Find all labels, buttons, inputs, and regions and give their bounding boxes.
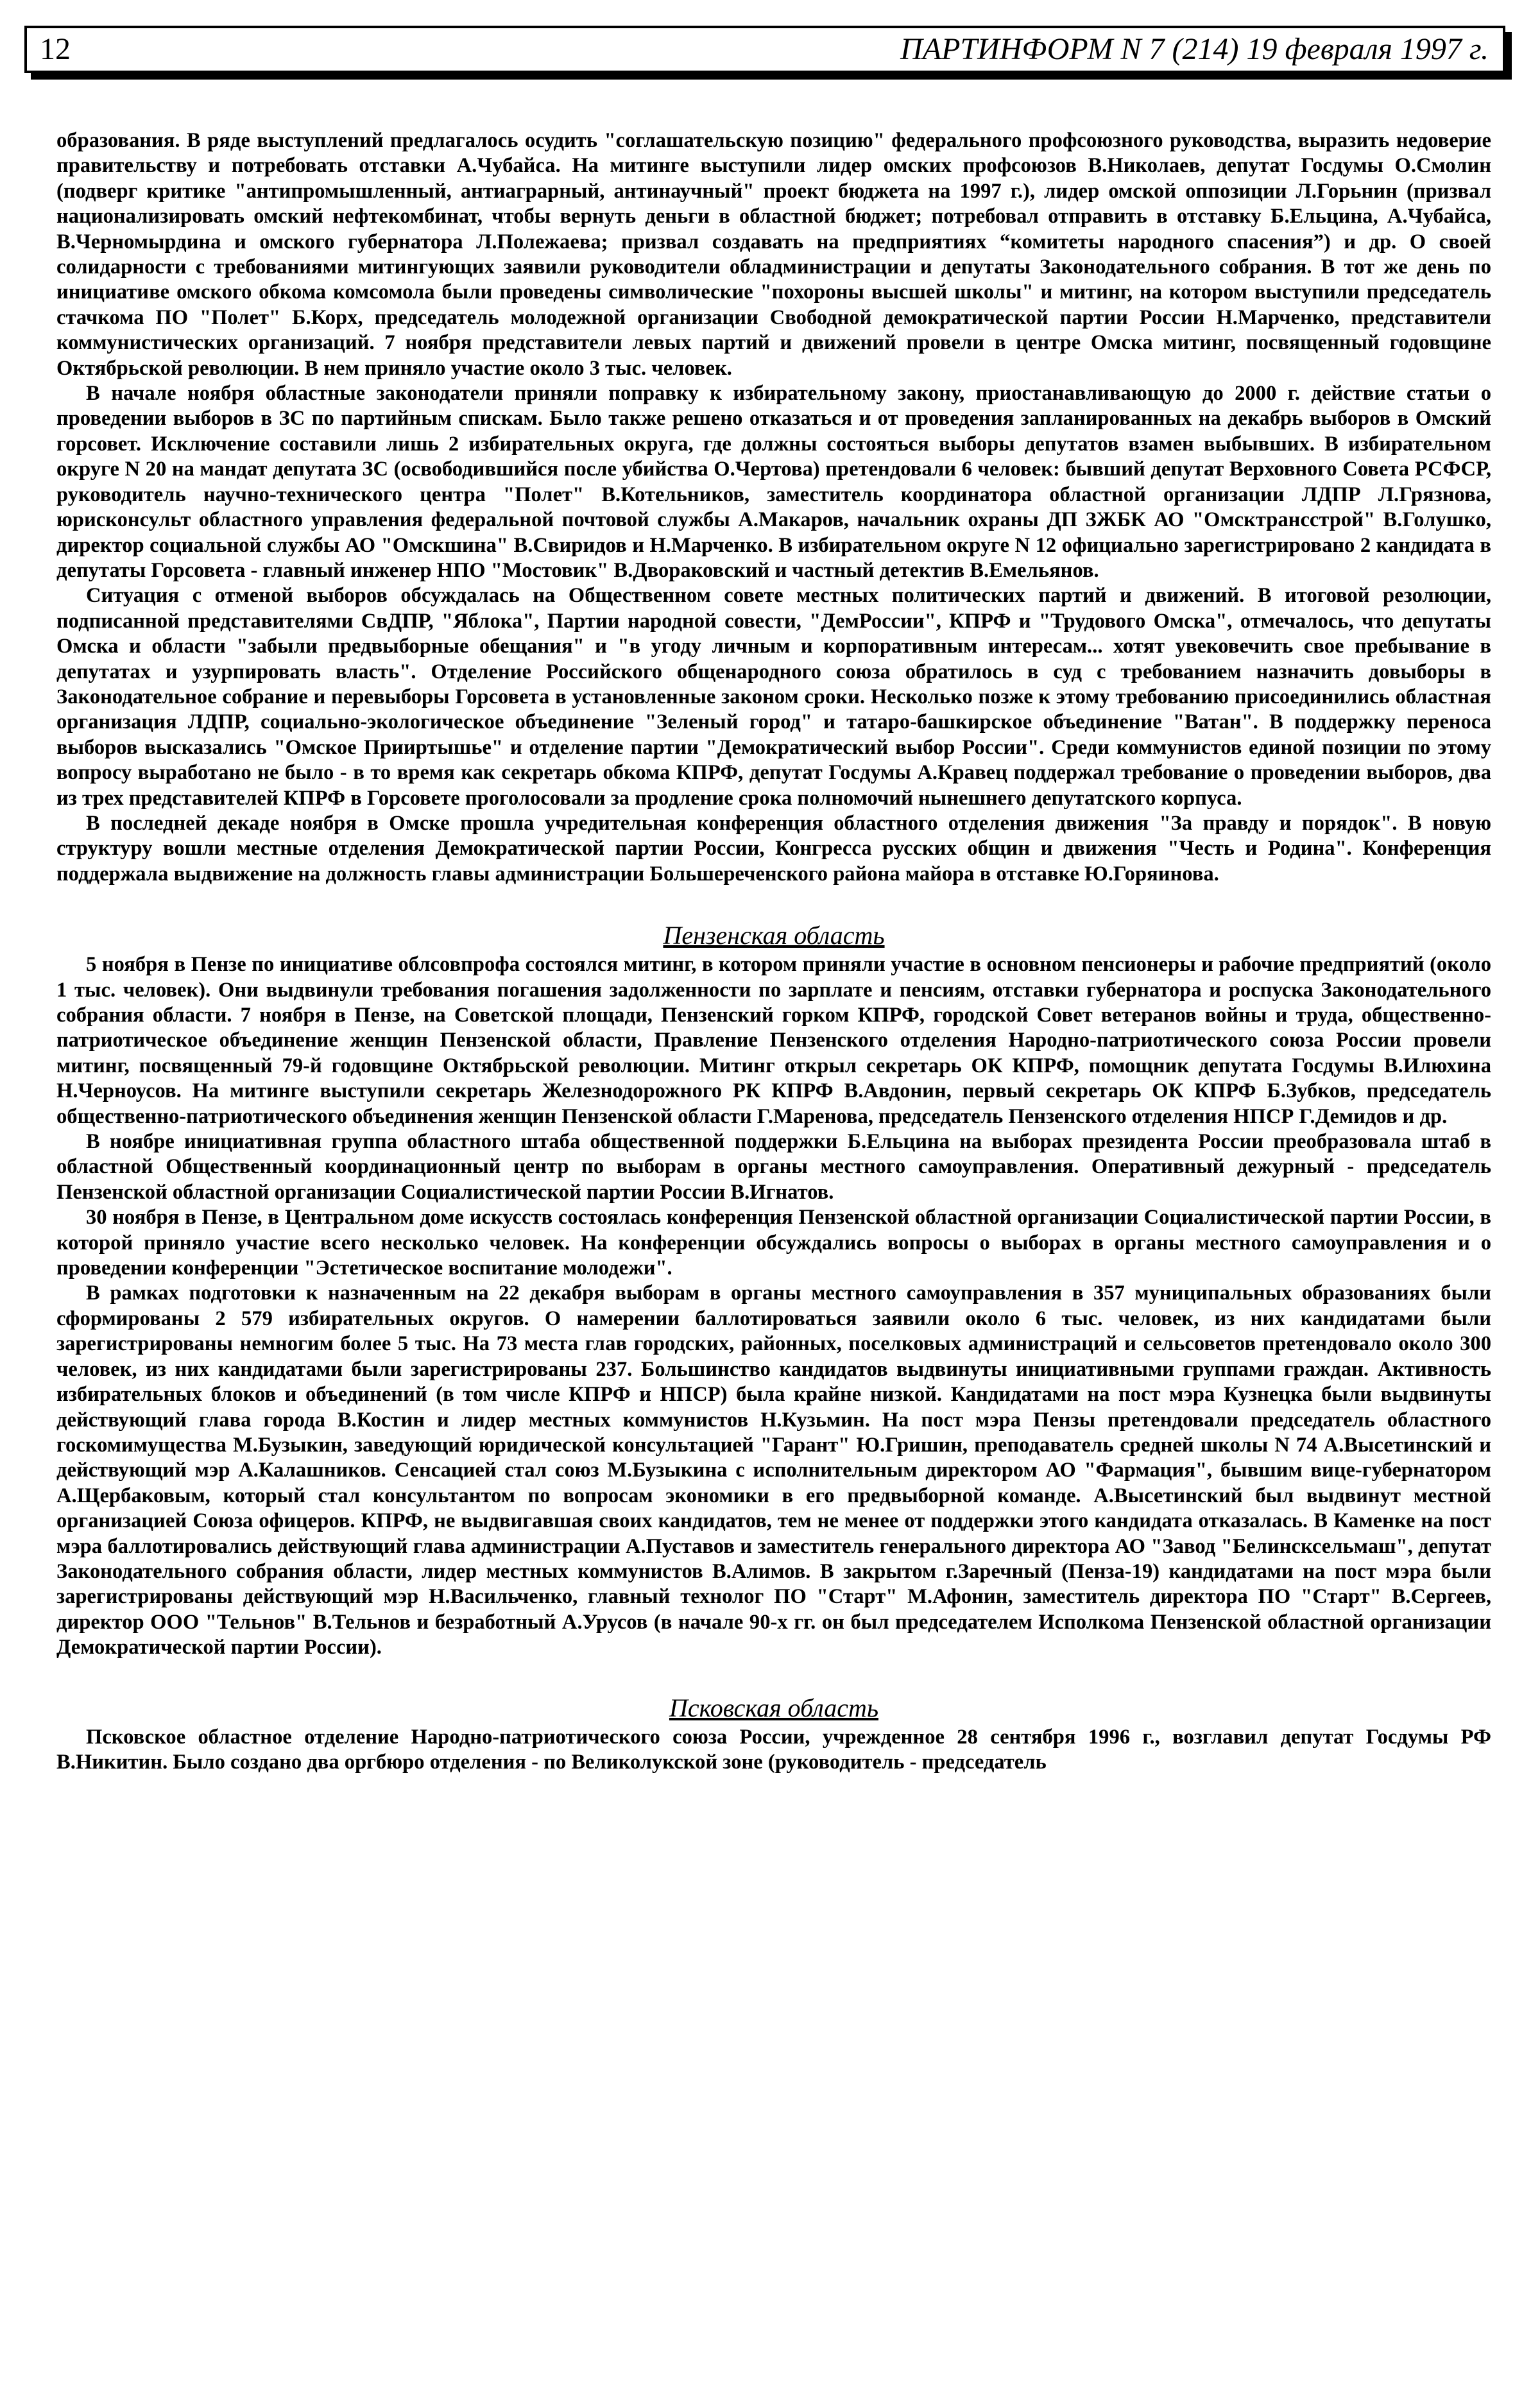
paragraph: Псковское областное отделение Народно-патриотического союза России, учрежденное 28 сентября 1996 г., возглавил депутат Госдумы РФ В.Никитин. Было создано два оргбюро отделения - по Великолукской зоне (руководитель - председатель bbox=[56, 1725, 1491, 1774]
paragraph: В ноябре инициативная группа областного штаба общественной поддержки Б.Ельцина на выборах президента России преобразовала штаб в областной Общественный координационный центр по выборам в органы местного самоуправления. Оперативный дежурный - председатель Пензенской областной организации Социалистической партии России В.Игнатов. bbox=[56, 1130, 1491, 1204]
page-header bbox=[24, 26, 1505, 73]
penza-section bbox=[56, 919, 1491, 1660]
article-body bbox=[56, 128, 1491, 1775]
page-number: 12 bbox=[40, 32, 71, 66]
section-title-pskov: Псковская область bbox=[669, 1693, 879, 1722]
paragraph: В рамках подготовки к назначенным на 22 декабря выборам в органы местного самоуправления в 357 муниципальных образованиях были сформированы 2 579 избирательных округов. О намерении баллотироваться заявили около 6 тыс. человек, из них кандидатами были зарегистрированы немногим более 5 тыс. На 73 места глав городских, районных, поселковых администраций и сельсоветов претендовало около 300 человек, из них кандидатами были зарегистрированы 237. Большинство кандидатов выдвинуты инициативными группами граждан. Активность избирательных блоков и объединений (в том числе КПРФ и НПСР) была крайне низкой. Кандидатами на пост мэра Кузнецка были выдвинуты действующий глава города В.Костин и лидер местных коммунистов Н.Кузьмин. На пост мэра Пензы претендовали председатель областного госкомимущества М.Бузыкин, заведующий юридической консультацией "Гарант" Ю.Гришин, преподаватель средней школы N 74 А.Высетинский и действующий мэр А.Калашников. Сенсацией стал союз М.Бузыкина с исполнительным директором АО "Фармация", бывшим вице-губернатором А.Щербаковым, который стал консультантом по вопросам экономики в его предвыборной команде. А.Высетинский был выдвинут местной организацией Союза офицеров. КПРФ, не выдвигавшая своих кандидатов, тем не менее от поддержки этого кандидата отказалась. В Каменке на пост мэра баллотировались действующий глава администрации А.Пуставов и заместитель генерального директора АО "Завод "Белинсксельмаш", депутат Законодательного собрания области, лидер местных коммунистов В.Алимов. В закрытом г.Заречный (Пенза-19) кандидатами на пост мэра были зарегистрированы действующий мэр Н.Васильченко, главный технолог ПО "Старт" М.Афонин, заместитель директора ПО "Старт" В.Сергеев, директор ООО "Тельнов" В.Тельнов и безработный А.Урусов (в начале 90-х гг. он был председателем Исполкома Пензенской областной организации Демократической партии России). bbox=[56, 1281, 1491, 1659]
paragraph: образования. В ряде выступлений предлагалось осудить "соглашательскую позицию" федерального профсоюзного руководства, выразить недоверие правительству и потребовать отставки А.Чубайса. На митинге выступили лидер омских профсоюзов В.Николаев, депутат Госдумы О.Смолин (подверг критике "антипромышленный, антиаграрный, антинаучный" проект бюджета на 1997 г.), лидер омской оппозиции Л.Горьнин (призвал национализировать омский нефтекомбинат, чтобы вернуть деньги в областной бюджет; потребовал отправить в отставку Б.Ельцина, А.Чубайса, В.Черномырдина и омского губернатора Л.Полежаева; призвал создавать на предприятиях “комитеты народного спасения”) и др. О своей солидарности с требованиями митингующих заявили руководители обладминистрации и депутаты Законодательного собрания. В тот же день по инициативе омского обкома комсомола были проведены символические "похороны высшей школы" и митинг, на котором выступили председатель стачкома ПО "Полет" Б.Корх, председатель молодежной организации Свободной демократической партии России Н.Марченко, представители коммунистических организаций. 7 ноября представители левых партий и движений провели в центре Омска митинг, посвященный годовщине Октябрьской революции. В нем приняло участие около 3 тыс. человек. bbox=[56, 129, 1491, 380]
publication-title: ПАРТИНФОРМ N 7 (214) 19 февраля 1997 г. bbox=[900, 32, 1489, 66]
section-title-penza: Пензенская область bbox=[663, 921, 885, 950]
omsk-section bbox=[56, 128, 1491, 887]
paragraph: В начале ноября областные законодатели приняли поправку к избирательному закону, приостанавливающую до 2000 г. действие статьи о проведении выборов в ЗС по партийным спискам. Было также решено отказаться и от проведения запланированных на декабрь выборов в Омский горсовет. Исключение составили лишь 2 избирательных округа, где должны состояться выборы депутатов взамен выбывших. В избирательном округе N 20 на мандат депутата ЗС (освободившийся после убийства О.Чертова) претендовали 6 человек: бывший депутат Верховного Совета РСФСР, руководитель научно-технического центра "Полет" В.Котельников, заместитель координатора областной организации ЛДПР Л.Грязнова, юрисконсульт областного управления федеральной почтовой службы А.Макаров, начальник охраны ДП ЗЖБК АО "Омсктрансстрой" В.Голушко, директор социальной службы АО "Омскшина" В.Свиридов и Н.Марченко. В избирательном округе N 12 официально зарегистрировано 2 кандидата в депутаты Горсовета - главный инженер НПО "Мостовик" В.Дворaковский и частный детектив В.Емельянов. bbox=[56, 382, 1491, 582]
paragraph: 30 ноября в Пензе, в Центральном доме искусств состоялась конференция Пензенской областной организации Социалистической партии России, в которой приняло участие всего несколько человек. На конференции обсуждались вопросы о выборах в органы местного самоуправления и о проведении конференции "Эстетическое воспитание молодежи". bbox=[56, 1206, 1491, 1280]
pskov-section bbox=[56, 1692, 1491, 1776]
paragraph: В последней декаде ноября в Омске прошла учредительная конференция областного отделения движения "За правду и порядок". В новую структуру вошли местные отделения Демократической партии России, Конгресса русских общин и движения "Честь и Родина". Конференция поддержала выдвижение на должность главы администрации Большереченского района майора в отставке Ю.Горяинова. bbox=[56, 811, 1491, 886]
paragraph: 5 ноября в Пензе по инициативе облсовпрофа состоялся митинг, в котором приняли участие в основном пенсионеры и рабочие предприятий (около 1 тыс. человек). Они выдвинули требования погашения задолженности по зарплате и пенсиям, отставки губернатора и роспуска Законодательного собрания области. 7 ноября в Пензе, на Советской площади, Пензенский горком КПРФ, городской Совет ветеранов войны и труда, общественно-патриотическое объединение женщин Пензенской области, Правление Пензенского отделения Народно-патриотического союза России провели митинг, посвященный 79-й годовщине Октябрьской революции. Митинг открыл секретарь ОК КПРФ, помощник депутата Госдумы В.Илюхина Н.Черноусов. На митинге выступили секретарь Железнодорожного РК КПРФ В.Авдонин, первый секретарь ОК КПРФ Б.Зубков, председатель общественно-патриотического объединения женщин Пензенской области Г.Маренова, председатель Пензенского отделения НПСР Г.Демидов и др. bbox=[56, 953, 1491, 1128]
paragraph: Ситуация с отменой выборов обсуждалась на Общественном совете местных политических партий и движений. В итоговой резолюции, подписанной представителями СвДПР, "Яблока", Партии народной совести, "ДемРоссии", КПРФ и "Трудового Омска", отмечалось, что депутаты Омска и области "забыли предвыборные обещания" и "в угоду личным и корпоративным интересам... хотят увековечить свое пребывание в депутатах и узурпировать власть". Отделение Российского общенародного союза обратилось в суд с требованием назначить довыборы в Законодательное собрание и перевыборы Горсовета в установленные законом сроки. Несколько позже к этому требованию присоединились областная организация ЛДПР, социально-экологическое объединение "Зеленый город" и татаро-башкирское объединение "Ватан". В поддержку переноса выборов высказались "Омское Прииртышье" и отделение партии "Демократический выбор России". Среди коммунистов единой позиции по этому вопросу выработано не было - в то время как секретарь обкома КПРФ, депутат Госдумы А.Кравец поддержал требование о проведении выборов, два из трех представителей КПРФ в Горсовете проголосовали за продление срока полномочий нынешнего депутатского корпуса. bbox=[56, 584, 1491, 810]
